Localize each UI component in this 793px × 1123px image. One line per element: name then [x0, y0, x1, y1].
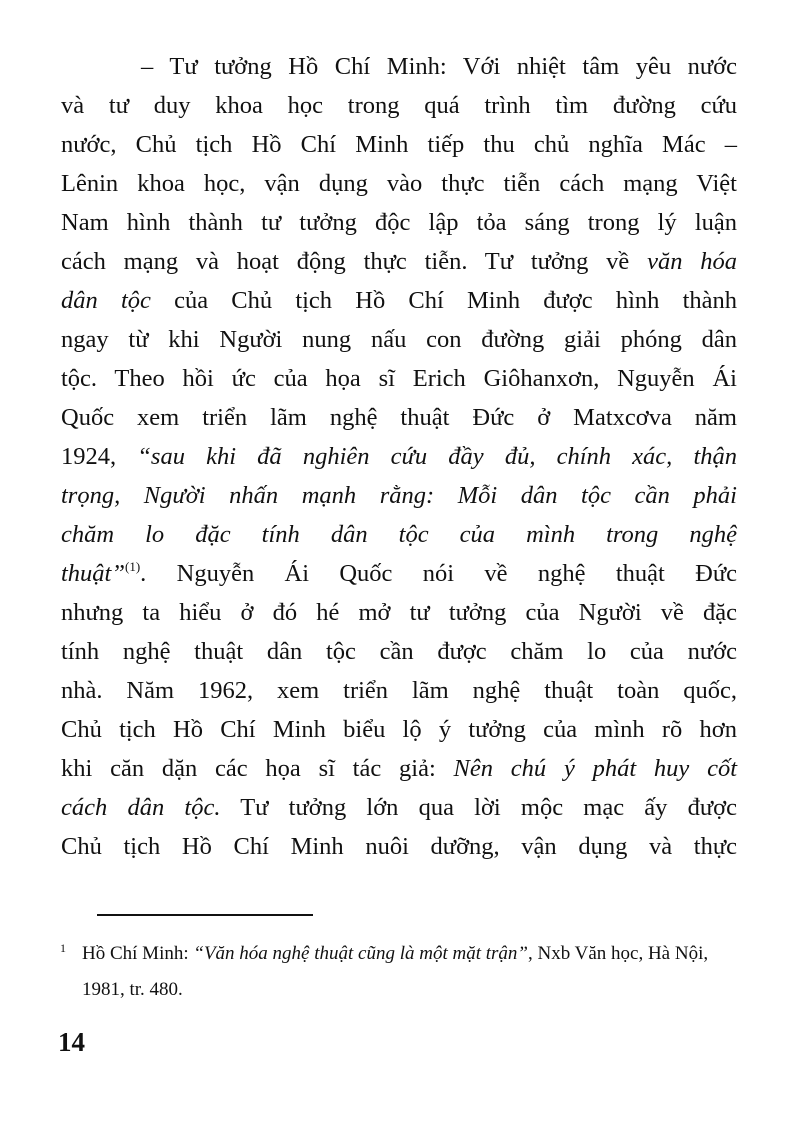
text-segment: khi căn dặn các họa sĩ tác giả:: [61, 755, 454, 782]
text-line: [61, 320, 737, 359]
text-segment: Lênin khoa học, vận dụng vào thực tiễn cách mạng Việt: [61, 170, 737, 197]
text-line: [61, 125, 737, 164]
italic-text: văn hóa: [647, 248, 737, 275]
text-segment: – Tư tưởng Hồ Chí Minh: Với nhiệt tâm yêu nước: [141, 53, 737, 80]
footnote-separator: [97, 914, 313, 916]
text-segment: Chủ tịch Hồ Chí Minh biểu lộ ý tưởng của mình rõ hơn: [61, 716, 737, 743]
text-segment: ngay từ khi Người nung nấu con đường giải phóng dân: [61, 326, 737, 353]
text-segment: và tư duy khoa học trong quá trình tìm đường cứu: [61, 92, 737, 119]
footnote-marker: 1: [60, 941, 66, 955]
footnote-publication: , Nxb Văn học, Hà Nội, 1981, tr. 480.: [82, 943, 709, 1000]
italic-text: Nên chú ý phát huy cốt: [453, 755, 738, 782]
italic-text: “sau khi đã nghiên cứu đầy đủ, chính xác, thận: [137, 443, 738, 470]
text-line: [61, 749, 737, 788]
text-segment: Quốc xem triển lãm nghệ thuật Đức ở Matxcơva năm: [61, 404, 737, 431]
italic-text: cách dân tộc.: [61, 794, 221, 821]
text-segment: 1924,: [61, 443, 138, 470]
text-segment: nhà. Năm 1962, xem triển lãm nghệ thuật toàn quốc,: [61, 677, 737, 704]
text-segment: Tư tưởng lớn qua lời mộc mạc ấy được: [220, 794, 737, 821]
text-line: [61, 203, 737, 242]
body-paragraph: [61, 47, 737, 866]
text-segment: nước, Chủ tịch Hồ Chí Minh tiếp thu chủ nghĩa Mác –: [61, 131, 737, 158]
text-segment: của Chủ tịch Hồ Chí Minh được hình thành: [150, 287, 738, 314]
text-line: [61, 47, 737, 86]
italic-text: thuật”: [61, 560, 125, 587]
text-line: [61, 476, 737, 515]
italic-text: dân tộc: [61, 287, 151, 314]
text-segment: . Nguyễn Ái Quốc nói về nghệ thuật Đức: [140, 560, 737, 587]
text-line: [61, 515, 737, 554]
text-segment: cách mạng và hoạt động thực tiễn. Tư tưởng về: [61, 248, 648, 275]
text-segment: Chủ tịch Hồ Chí Minh nuôi dưỡng, vận dụng và thực: [61, 833, 737, 860]
text-line: [61, 359, 737, 398]
italic-text: chăm lo đặc tính dân tộc của mình trong nghệ: [61, 521, 737, 548]
text-segment: Nam hình thành tư tưởng độc lập tỏa sáng trong lý luận: [61, 209, 737, 236]
text-segment: tính nghệ thuật dân tộc cần được chăm lo của nước: [61, 638, 737, 665]
text-line: [61, 632, 737, 671]
text-line: [61, 398, 737, 437]
footnote-text: [82, 936, 737, 1008]
text-line: [61, 593, 737, 632]
page-number: 14: [58, 1027, 85, 1057]
text-line: [61, 788, 737, 827]
text-line: [61, 671, 737, 710]
footnote: [60, 936, 737, 1008]
text-segment: nhưng ta hiểu ở đó hé mở tư tưởng của Người về đặc: [61, 599, 737, 626]
text-line: [61, 281, 737, 320]
text-line: [61, 554, 737, 593]
text-line: [61, 242, 737, 281]
footnote-author: Hồ Chí Minh:: [82, 943, 194, 964]
footnote-title: “Văn hóa nghệ thuật cũng là một mặt trận”: [193, 943, 528, 964]
text-line: [61, 437, 737, 476]
italic-text: trọng, Người nhấn mạnh rằng: Mỗi dân tộc cần phải: [61, 482, 737, 509]
footnote-reference: (1): [125, 559, 141, 574]
text-line: [61, 710, 737, 749]
text-line: [61, 164, 737, 203]
text-line: [61, 86, 737, 125]
text-line: [61, 827, 737, 866]
text-segment: tộc. Theo hồi ức của họa sĩ Erich Giôhanxơn, Nguyễn Ái: [61, 365, 737, 392]
